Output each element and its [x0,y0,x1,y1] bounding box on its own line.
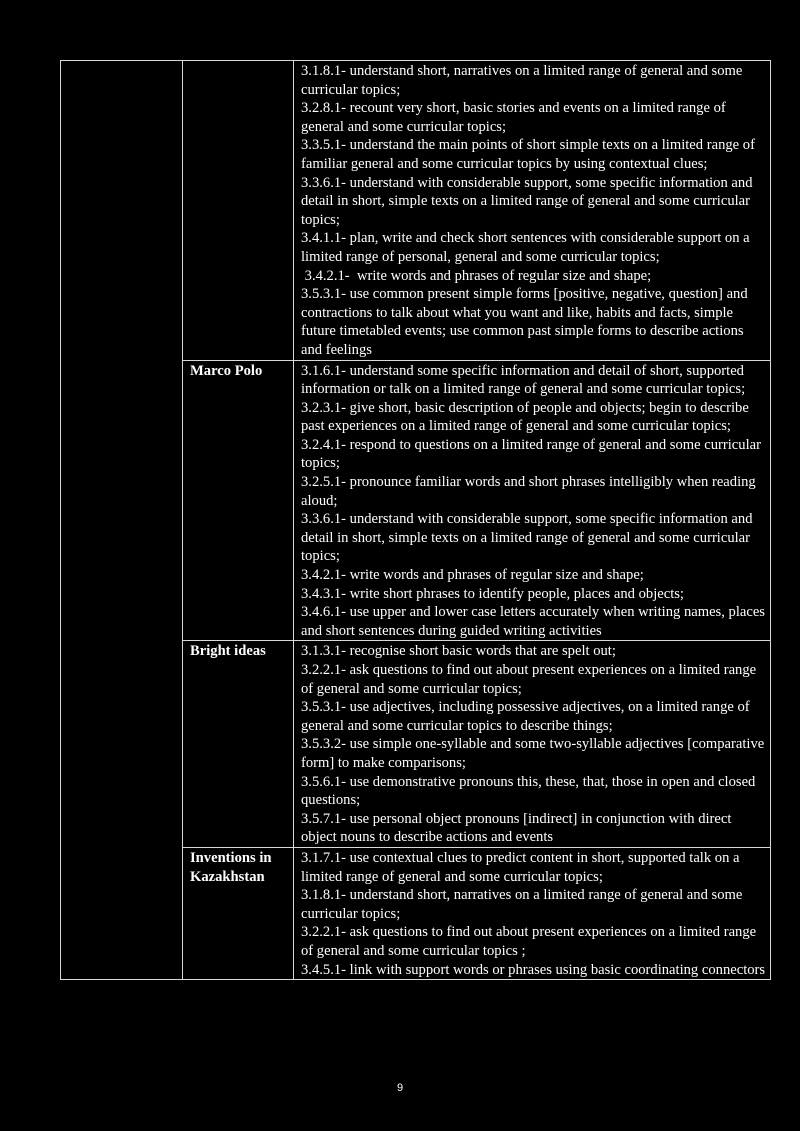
page-number: 9 [396,1082,404,1094]
objective-item: 3.1.3.1- recognise short basic words that are spelt out; [301,643,616,660]
unit-title [183,61,294,361]
objective-item: 3.2.3.1- give short, basic description of people and objects; begin to describe past experiences on a limited range of general and some curricular topics; [301,399,749,435]
term-cell [61,61,183,980]
objective-item: 3.2.2.1- ask questions to find out about present experiences on a limited range of general and some curricular topics ; [301,924,757,959]
objectives-cell [294,847,771,979]
objective-item: 3.2.4.1- respond to questions on a limited range of general and some curricular topics; [301,436,761,472]
objective-item: 3.4.5.1- link with support words or phrases using basic coordinating connectors [301,961,766,978]
objectives-cell [294,61,771,361]
objective-item: 3.1.8.1- understand short, narratives on a limited range of general and some curricular topics; [301,63,743,98]
unit-title: Bright ideas [183,641,294,848]
objective-item: 3.3.6.1- understand with considerable support, some specific information and detail in short, simple texts on a limited range of general and some curricular topics; [301,511,753,565]
objective-item: 3.2.2.1- ask questions to find out about present experiences on a limited range of general and some curricular topics; [301,662,757,697]
objective-item: 3.5.3.2- use simple one-syllable and some two-syllable adjectives [comparative form] to make comparisons; [301,736,765,771]
objective-item: 3.5.7.1- use personal object pronouns [indirect] in conjunction with direct object nouns to describe actions and events [301,810,732,846]
objective-item: 3.5.3.1- use adjectives, including possessive adjectives, on a limited range of general and some curricular topics to describe things; [301,699,750,734]
objective-item: 3.1.8.1- understand short, narratives on a limited range of general and some curricular topics; [301,887,743,922]
objective-item: 3.1.6.1- understand some specific information and detail of short, supported information or talk on a limited range of general and some curricular topics; [301,362,746,398]
objective-item: 3.4.6.1- use upper and lower case letters accurately when writing names, places and short sentences during guided writing activities [301,604,765,639]
objective-item: 3.4.2.1- write words and phrases of regular size and shape; [301,567,644,584]
objectives-cell [294,641,771,848]
objective-item: 3.4.2.1- write words and phrases of regular size and shape; [301,267,652,284]
objective-item: 3.3.5.1- understand the main points of short simple texts on a limited range of familiar general and some curricular topics by using contextual clues; [301,137,755,172]
objective-item: 3.5.6.1- use demonstrative pronouns this, these, that, those in open and closed questions; [301,773,756,809]
objective-item: 3.4.1.1- plan, write and check short sentences with considerable support on a limited range of personal, general and some curricular topics; [301,230,750,265]
curriculum-table [60,60,771,980]
objective-item: 3.2.8.1- recount very short, basic stories and events on a limited range of general and some curricular topics; [301,100,726,135]
objectives-cell [294,360,771,641]
table-row [61,61,771,361]
objective-item: 3.2.5.1- pronounce familiar words and short phrases intelligibly when reading aloud; [301,474,756,509]
objective-item: 3.1.7.1- use contextual clues to predict content in short, supported talk on a limited range of general and some curricular topics; [301,849,740,885]
objective-item: 3.3.6.1- understand with considerable support, some specific information and detail in short, simple texts on a limited range of general and some curricular topics; [301,174,753,228]
objective-item: 3.4.3.1- write short phrases to identify people, places and objects; [301,585,684,602]
objective-item: 3.5.3.1- use common present simple forms [positive, negative, question] and contractions to talk about what you want and like, habits and facts, simple future timetabled events; use common past simple forms to describe actions and feelings [301,286,748,358]
unit-title: Marco Polo [183,360,294,641]
unit-title: Inventions in Kazakhstan [183,847,294,979]
